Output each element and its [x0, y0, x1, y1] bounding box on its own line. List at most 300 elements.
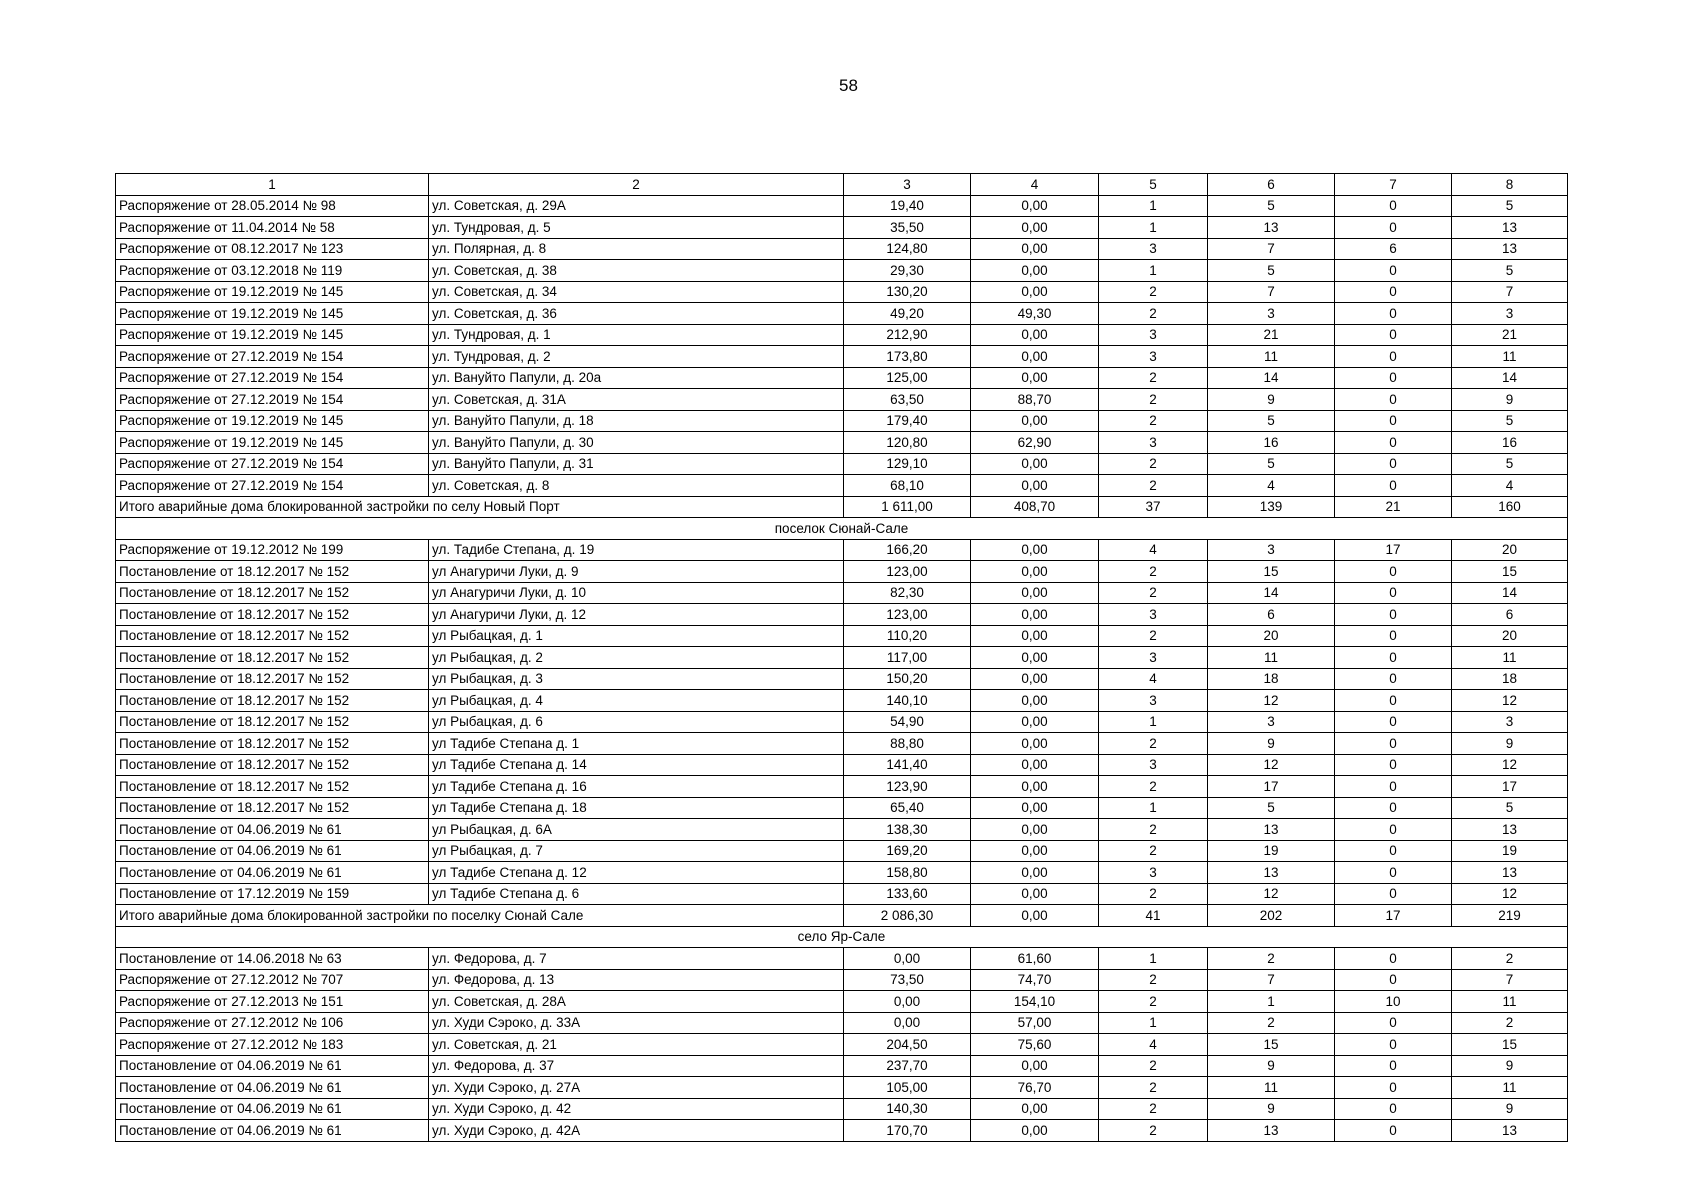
value-cell: 2 — [1099, 991, 1208, 1013]
value-cell: 2 — [1208, 948, 1335, 970]
value-cell: 54,90 — [844, 711, 971, 733]
table-row — [116, 948, 1568, 970]
address-cell: ул. Федорова, д. 37 — [429, 1055, 844, 1077]
value-cell: 65,40 — [844, 797, 971, 819]
total-value-cell: 2 086,30 — [844, 905, 971, 927]
value-cell: 21 — [1208, 324, 1335, 346]
value-cell: 3 — [1208, 539, 1335, 561]
value-cell: 17 — [1452, 776, 1568, 798]
value-cell: 9 — [1452, 1098, 1568, 1120]
table-row — [116, 819, 1568, 841]
document-cell: Распоряжение от 27.12.2012 № 106 — [116, 1012, 429, 1034]
value-cell: 105,00 — [844, 1077, 971, 1099]
value-cell: 1 — [1099, 195, 1208, 217]
value-cell: 2 — [1099, 1055, 1208, 1077]
table-row — [116, 281, 1568, 303]
value-cell: 2 — [1099, 840, 1208, 862]
value-cell: 110,20 — [844, 625, 971, 647]
table-row — [116, 260, 1568, 282]
value-cell: 0 — [1335, 1077, 1452, 1099]
value-cell: 5 — [1452, 797, 1568, 819]
value-cell: 0,00 — [971, 367, 1099, 389]
value-cell: 117,00 — [844, 647, 971, 669]
value-cell: 0 — [1335, 862, 1452, 884]
value-cell: 123,00 — [844, 604, 971, 626]
value-cell: 0,00 — [971, 281, 1099, 303]
value-cell: 2 — [1099, 1077, 1208, 1099]
value-cell: 5 — [1208, 195, 1335, 217]
address-cell: ул Рыбацкая, д. 7 — [429, 840, 844, 862]
address-cell: ул. Полярная, д. 8 — [429, 238, 844, 260]
value-cell: 29,30 — [844, 260, 971, 282]
value-cell: 20 — [1452, 625, 1568, 647]
value-cell: 88,80 — [844, 733, 971, 755]
value-cell: 35,50 — [844, 217, 971, 239]
column-number-cell: 5 — [1099, 174, 1208, 196]
value-cell: 12 — [1208, 690, 1335, 712]
value-cell: 0,00 — [971, 883, 1099, 905]
value-cell: 76,70 — [971, 1077, 1099, 1099]
address-cell: ул. Вануйто Папули, д. 18 — [429, 410, 844, 432]
value-cell: 12 — [1452, 883, 1568, 905]
address-cell: ул. Советская, д. 31А — [429, 389, 844, 411]
document-cell: Постановление от 04.06.2019 № 61 — [116, 1120, 429, 1142]
address-cell: ул. Худи Сэроко, д. 27А — [429, 1077, 844, 1099]
address-cell: ул. Худи Сэроко, д. 33А — [429, 1012, 844, 1034]
address-cell: ул Тадибе Степана д. 6 — [429, 883, 844, 905]
value-cell: 0 — [1335, 647, 1452, 669]
value-cell: 49,30 — [971, 303, 1099, 325]
address-cell: ул. Тундровая, д. 2 — [429, 346, 844, 368]
value-cell: 15 — [1208, 1034, 1335, 1056]
value-cell: 9 — [1208, 1098, 1335, 1120]
value-cell: 88,70 — [971, 389, 1099, 411]
value-cell: 0,00 — [971, 217, 1099, 239]
value-cell: 7 — [1208, 969, 1335, 991]
value-cell: 129,10 — [844, 453, 971, 475]
value-cell: 0 — [1335, 260, 1452, 282]
table-row — [116, 303, 1568, 325]
address-cell: ул. Вануйто Папули, д. 20а — [429, 367, 844, 389]
value-cell: 0,00 — [971, 346, 1099, 368]
document-cell: Распоряжение от 28.05.2014 № 98 — [116, 195, 429, 217]
table-body — [116, 174, 1568, 1142]
document-cell: Распоряжение от 19.12.2019 № 145 — [116, 324, 429, 346]
value-cell: 0,00 — [971, 776, 1099, 798]
value-cell: 154,10 — [971, 991, 1099, 1013]
value-cell: 0 — [1335, 776, 1452, 798]
table-row — [116, 604, 1568, 626]
value-cell: 2 — [1099, 453, 1208, 475]
value-cell: 0 — [1335, 281, 1452, 303]
address-cell: ул. Вануйто Папули, д. 30 — [429, 432, 844, 454]
value-cell: 2 — [1099, 367, 1208, 389]
total-value-cell: 219 — [1452, 905, 1568, 927]
value-cell: 173,80 — [844, 346, 971, 368]
document-cell: Постановление от 18.12.2017 № 152 — [116, 733, 429, 755]
total-value-cell: 17 — [1335, 905, 1452, 927]
value-cell: 3 — [1452, 303, 1568, 325]
address-cell: ул Тадибе Степана д. 14 — [429, 754, 844, 776]
value-cell: 2 — [1099, 281, 1208, 303]
value-cell: 2 — [1099, 389, 1208, 411]
table-row — [116, 389, 1568, 411]
value-cell: 5 — [1452, 260, 1568, 282]
value-cell: 13 — [1208, 1120, 1335, 1142]
value-cell: 0,00 — [971, 733, 1099, 755]
address-cell: ул. Тундровая, д. 1 — [429, 324, 844, 346]
value-cell: 0,00 — [971, 840, 1099, 862]
value-cell: 170,70 — [844, 1120, 971, 1142]
value-cell: 12 — [1452, 754, 1568, 776]
value-cell: 9 — [1208, 389, 1335, 411]
column-number-cell: 4 — [971, 174, 1099, 196]
value-cell: 5 — [1452, 453, 1568, 475]
value-cell: 124,80 — [844, 238, 971, 260]
document-cell: Распоряжение от 19.12.2019 № 145 — [116, 303, 429, 325]
document-cell: Постановление от 18.12.2017 № 152 — [116, 690, 429, 712]
value-cell: 2 — [1099, 582, 1208, 604]
value-cell: 0 — [1335, 690, 1452, 712]
value-cell: 0 — [1335, 797, 1452, 819]
value-cell: 4 — [1099, 668, 1208, 690]
value-cell: 2 — [1099, 883, 1208, 905]
value-cell: 0,00 — [971, 1098, 1099, 1120]
value-cell: 7 — [1208, 281, 1335, 303]
document-cell: Постановление от 18.12.2017 № 152 — [116, 625, 429, 647]
value-cell: 0,00 — [971, 475, 1099, 497]
value-cell: 5 — [1208, 410, 1335, 432]
value-cell: 169,20 — [844, 840, 971, 862]
value-cell: 15 — [1452, 1034, 1568, 1056]
address-cell: ул Анагуричи Луки, д. 10 — [429, 582, 844, 604]
value-cell: 7 — [1452, 969, 1568, 991]
value-cell: 13 — [1452, 1120, 1568, 1142]
address-cell: ул. Тундровая, д. 5 — [429, 217, 844, 239]
value-cell: 0 — [1335, 1098, 1452, 1120]
total-value-cell: 37 — [1099, 496, 1208, 518]
value-cell: 0 — [1335, 1120, 1452, 1142]
value-cell: 11 — [1452, 346, 1568, 368]
value-cell: 0,00 — [971, 690, 1099, 712]
value-cell: 1 — [1099, 797, 1208, 819]
value-cell: 2 — [1099, 625, 1208, 647]
document-cell: Распоряжение от 27.12.2019 № 154 — [116, 367, 429, 389]
document-cell: Постановление от 18.12.2017 № 152 — [116, 797, 429, 819]
value-cell: 2 — [1099, 410, 1208, 432]
value-cell: 10 — [1335, 991, 1452, 1013]
table-row — [116, 969, 1568, 991]
value-cell: 63,50 — [844, 389, 971, 411]
value-cell: 158,80 — [844, 862, 971, 884]
page-number: 58 — [839, 76, 858, 95]
value-cell: 9 — [1208, 1055, 1335, 1077]
total-value-cell: 41 — [1099, 905, 1208, 927]
value-cell: 6 — [1335, 238, 1452, 260]
value-cell: 16 — [1208, 432, 1335, 454]
address-cell: ул Рыбацкая, д. 6 — [429, 711, 844, 733]
address-cell: ул Тадибе Степана д. 16 — [429, 776, 844, 798]
value-cell: 0 — [1335, 346, 1452, 368]
column-number-cell: 8 — [1452, 174, 1568, 196]
table-row — [116, 862, 1568, 884]
value-cell: 11 — [1452, 1077, 1568, 1099]
value-cell: 12 — [1208, 754, 1335, 776]
value-cell: 166,20 — [844, 539, 971, 561]
housing-table — [115, 173, 1568, 1142]
value-cell: 7 — [1208, 238, 1335, 260]
value-cell: 0,00 — [971, 604, 1099, 626]
document-cell: Распоряжение от 19.12.2019 № 145 — [116, 281, 429, 303]
table-row — [116, 217, 1568, 239]
value-cell: 11 — [1452, 647, 1568, 669]
document-cell: Распоряжение от 27.12.2012 № 183 — [116, 1034, 429, 1056]
address-cell: ул. Советская, д. 34 — [429, 281, 844, 303]
value-cell: 3 — [1099, 324, 1208, 346]
column-number-cell: 7 — [1335, 174, 1452, 196]
value-cell: 0 — [1335, 969, 1452, 991]
column-number-cell: 1 — [116, 174, 429, 196]
document-cell: Постановление от 04.06.2019 № 61 — [116, 862, 429, 884]
value-cell: 7 — [1452, 281, 1568, 303]
value-cell: 0 — [1335, 453, 1452, 475]
value-cell: 5 — [1208, 797, 1335, 819]
document-cell: Постановление от 04.06.2019 № 61 — [116, 819, 429, 841]
total-label: Итого аварийные дома блокированной застройки по селу Новый Порт — [116, 496, 844, 518]
value-cell: 0 — [1335, 819, 1452, 841]
document-cell: Постановление от 17.12.2019 № 159 — [116, 883, 429, 905]
table-row — [116, 883, 1568, 905]
value-cell: 0 — [1335, 625, 1452, 647]
value-cell: 9 — [1208, 733, 1335, 755]
value-cell: 9 — [1452, 733, 1568, 755]
address-cell: ул. Федорова, д. 7 — [429, 948, 844, 970]
value-cell: 2 — [1099, 1120, 1208, 1142]
value-cell: 74,70 — [971, 969, 1099, 991]
value-cell: 138,30 — [844, 819, 971, 841]
value-cell: 0,00 — [971, 754, 1099, 776]
address-cell: ул. Худи Сэроко, д. 42А — [429, 1120, 844, 1142]
value-cell: 1 — [1099, 1012, 1208, 1034]
address-cell: ул Рыбацкая, д. 2 — [429, 647, 844, 669]
value-cell: 140,30 — [844, 1098, 971, 1120]
value-cell: 4 — [1452, 475, 1568, 497]
table-row — [116, 690, 1568, 712]
document-cell: Постановление от 04.06.2019 № 61 — [116, 1077, 429, 1099]
value-cell: 0,00 — [971, 819, 1099, 841]
value-cell: 15 — [1208, 561, 1335, 583]
value-cell: 2 — [1099, 303, 1208, 325]
value-cell: 1 — [1208, 991, 1335, 1013]
total-value-cell: 0,00 — [971, 905, 1099, 927]
total-label: Итого аварийные дома блокированной застройки по поселку Сюнай Сале — [116, 905, 844, 927]
total-value-cell: 1 611,00 — [844, 496, 971, 518]
document-cell: Распоряжение от 11.04.2014 № 58 — [116, 217, 429, 239]
value-cell: 11 — [1208, 647, 1335, 669]
value-cell: 13 — [1452, 217, 1568, 239]
value-cell: 6 — [1208, 604, 1335, 626]
section-header-row — [116, 926, 1568, 948]
value-cell: 2 — [1099, 819, 1208, 841]
value-cell: 14 — [1452, 582, 1568, 604]
value-cell: 0,00 — [971, 260, 1099, 282]
value-cell: 123,00 — [844, 561, 971, 583]
value-cell: 0,00 — [971, 647, 1099, 669]
document-cell: Постановление от 04.06.2019 № 61 — [116, 1098, 429, 1120]
value-cell: 13 — [1452, 238, 1568, 260]
value-cell: 12 — [1452, 690, 1568, 712]
table-row — [116, 647, 1568, 669]
table-row — [116, 561, 1568, 583]
value-cell: 130,20 — [844, 281, 971, 303]
document-cell: Распоряжение от 27.12.2019 № 154 — [116, 346, 429, 368]
value-cell: 0,00 — [971, 539, 1099, 561]
document-cell: Постановление от 18.12.2017 № 152 — [116, 604, 429, 626]
address-cell: ул Рыбацкая, д. 1 — [429, 625, 844, 647]
value-cell: 0,00 — [971, 195, 1099, 217]
document-cell: Распоряжение от 19.12.2019 № 145 — [116, 410, 429, 432]
value-cell: 3 — [1099, 346, 1208, 368]
address-cell: ул Тадибе Степана д. 18 — [429, 797, 844, 819]
address-cell: ул. Тадибе Степана, д. 19 — [429, 539, 844, 561]
value-cell: 1 — [1099, 260, 1208, 282]
value-cell: 0 — [1335, 733, 1452, 755]
document-cell: Постановление от 18.12.2017 № 152 — [116, 582, 429, 604]
address-cell: ул Рыбацкая, д. 6А — [429, 819, 844, 841]
value-cell: 2 — [1099, 733, 1208, 755]
total-value-cell: 160 — [1452, 496, 1568, 518]
value-cell: 140,10 — [844, 690, 971, 712]
value-cell: 3 — [1099, 862, 1208, 884]
address-cell: ул. Советская, д. 8 — [429, 475, 844, 497]
address-cell: ул. Вануйто Папули, д. 31 — [429, 453, 844, 475]
address-cell: ул Анагуричи Луки, д. 12 — [429, 604, 844, 626]
value-cell: 2 — [1099, 475, 1208, 497]
address-cell: ул Анагуричи Луки, д. 9 — [429, 561, 844, 583]
value-cell: 13 — [1208, 819, 1335, 841]
column-number-cell: 3 — [844, 174, 971, 196]
value-cell: 0 — [1335, 582, 1452, 604]
document-cell: Распоряжение от 27.12.2019 № 154 — [116, 389, 429, 411]
table-row — [116, 346, 1568, 368]
value-cell: 0 — [1335, 840, 1452, 862]
value-cell: 0,00 — [971, 561, 1099, 583]
value-cell: 2 — [1099, 561, 1208, 583]
value-cell: 0 — [1335, 367, 1452, 389]
address-cell: ул. Советская, д. 29А — [429, 195, 844, 217]
address-cell: ул. Советская, д. 21 — [429, 1034, 844, 1056]
value-cell: 0,00 — [971, 862, 1099, 884]
table-row — [116, 991, 1568, 1013]
value-cell: 19 — [1208, 840, 1335, 862]
value-cell: 0,00 — [971, 711, 1099, 733]
table-row — [116, 625, 1568, 647]
value-cell: 0,00 — [971, 324, 1099, 346]
value-cell: 204,50 — [844, 1034, 971, 1056]
document-cell: Распоряжение от 27.12.2019 № 154 — [116, 453, 429, 475]
value-cell: 0,00 — [844, 1012, 971, 1034]
value-cell: 3 — [1099, 432, 1208, 454]
table-row — [116, 840, 1568, 862]
address-cell: ул. Худи Сэроко, д. 42 — [429, 1098, 844, 1120]
value-cell: 0,00 — [971, 238, 1099, 260]
table-row — [116, 539, 1568, 561]
document-cell: Распоряжение от 27.12.2019 № 154 — [116, 475, 429, 497]
value-cell: 15 — [1452, 561, 1568, 583]
value-cell: 0,00 — [971, 453, 1099, 475]
value-cell: 0 — [1335, 324, 1452, 346]
document-cell: Постановление от 14.06.2018 № 63 — [116, 948, 429, 970]
value-cell: 2 — [1099, 776, 1208, 798]
document-cell: Постановление от 18.12.2017 № 152 — [116, 647, 429, 669]
value-cell: 0 — [1335, 217, 1452, 239]
address-cell: ул Рыбацкая, д. 3 — [429, 668, 844, 690]
value-cell: 179,40 — [844, 410, 971, 432]
value-cell: 0,00 — [971, 1055, 1099, 1077]
value-cell: 3 — [1099, 754, 1208, 776]
document-cell: Постановление от 04.06.2019 № 61 — [116, 1055, 429, 1077]
value-cell: 0 — [1335, 1034, 1452, 1056]
value-cell: 5 — [1452, 195, 1568, 217]
table-row — [116, 1077, 1568, 1099]
value-cell: 14 — [1208, 367, 1335, 389]
table-row — [116, 1098, 1568, 1120]
value-cell: 5 — [1452, 410, 1568, 432]
value-cell: 0,00 — [971, 797, 1099, 819]
value-cell: 125,00 — [844, 367, 971, 389]
table-row — [116, 410, 1568, 432]
total-value-cell: 21 — [1335, 496, 1452, 518]
total-value-cell: 139 — [1208, 496, 1335, 518]
value-cell: 0 — [1335, 948, 1452, 970]
document-cell: Распоряжение от 19.12.2012 № 199 — [116, 539, 429, 561]
value-cell: 11 — [1208, 1077, 1335, 1099]
table-row — [116, 1034, 1568, 1056]
document-cell: Распоряжение от 19.12.2019 № 145 — [116, 432, 429, 454]
value-cell: 21 — [1452, 324, 1568, 346]
value-cell: 57,00 — [971, 1012, 1099, 1034]
value-cell: 3 — [1452, 711, 1568, 733]
document-cell: Постановление от 18.12.2017 № 152 — [116, 668, 429, 690]
value-cell: 20 — [1452, 539, 1568, 561]
value-cell: 75,60 — [971, 1034, 1099, 1056]
value-cell: 237,70 — [844, 1055, 971, 1077]
column-number-cell: 2 — [429, 174, 844, 196]
value-cell: 0 — [1335, 1012, 1452, 1034]
value-cell: 1 — [1099, 217, 1208, 239]
value-cell: 2 — [1452, 948, 1568, 970]
value-cell: 13 — [1452, 862, 1568, 884]
value-cell: 2 — [1452, 1012, 1568, 1034]
value-cell: 3 — [1208, 303, 1335, 325]
value-cell: 2 — [1099, 969, 1208, 991]
total-row — [116, 496, 1568, 518]
table-row — [116, 754, 1568, 776]
value-cell: 3 — [1099, 647, 1208, 669]
document-cell: Распоряжение от 03.12.2018 № 119 — [116, 260, 429, 282]
value-cell: 4 — [1099, 1034, 1208, 1056]
address-cell: ул. Советская, д. 38 — [429, 260, 844, 282]
total-row — [116, 905, 1568, 927]
value-cell: 82,30 — [844, 582, 971, 604]
value-cell: 49,20 — [844, 303, 971, 325]
value-cell: 9 — [1452, 389, 1568, 411]
value-cell: 17 — [1208, 776, 1335, 798]
value-cell: 18 — [1452, 668, 1568, 690]
value-cell: 0 — [1335, 195, 1452, 217]
value-cell: 17 — [1335, 539, 1452, 561]
table-row — [116, 1012, 1568, 1034]
